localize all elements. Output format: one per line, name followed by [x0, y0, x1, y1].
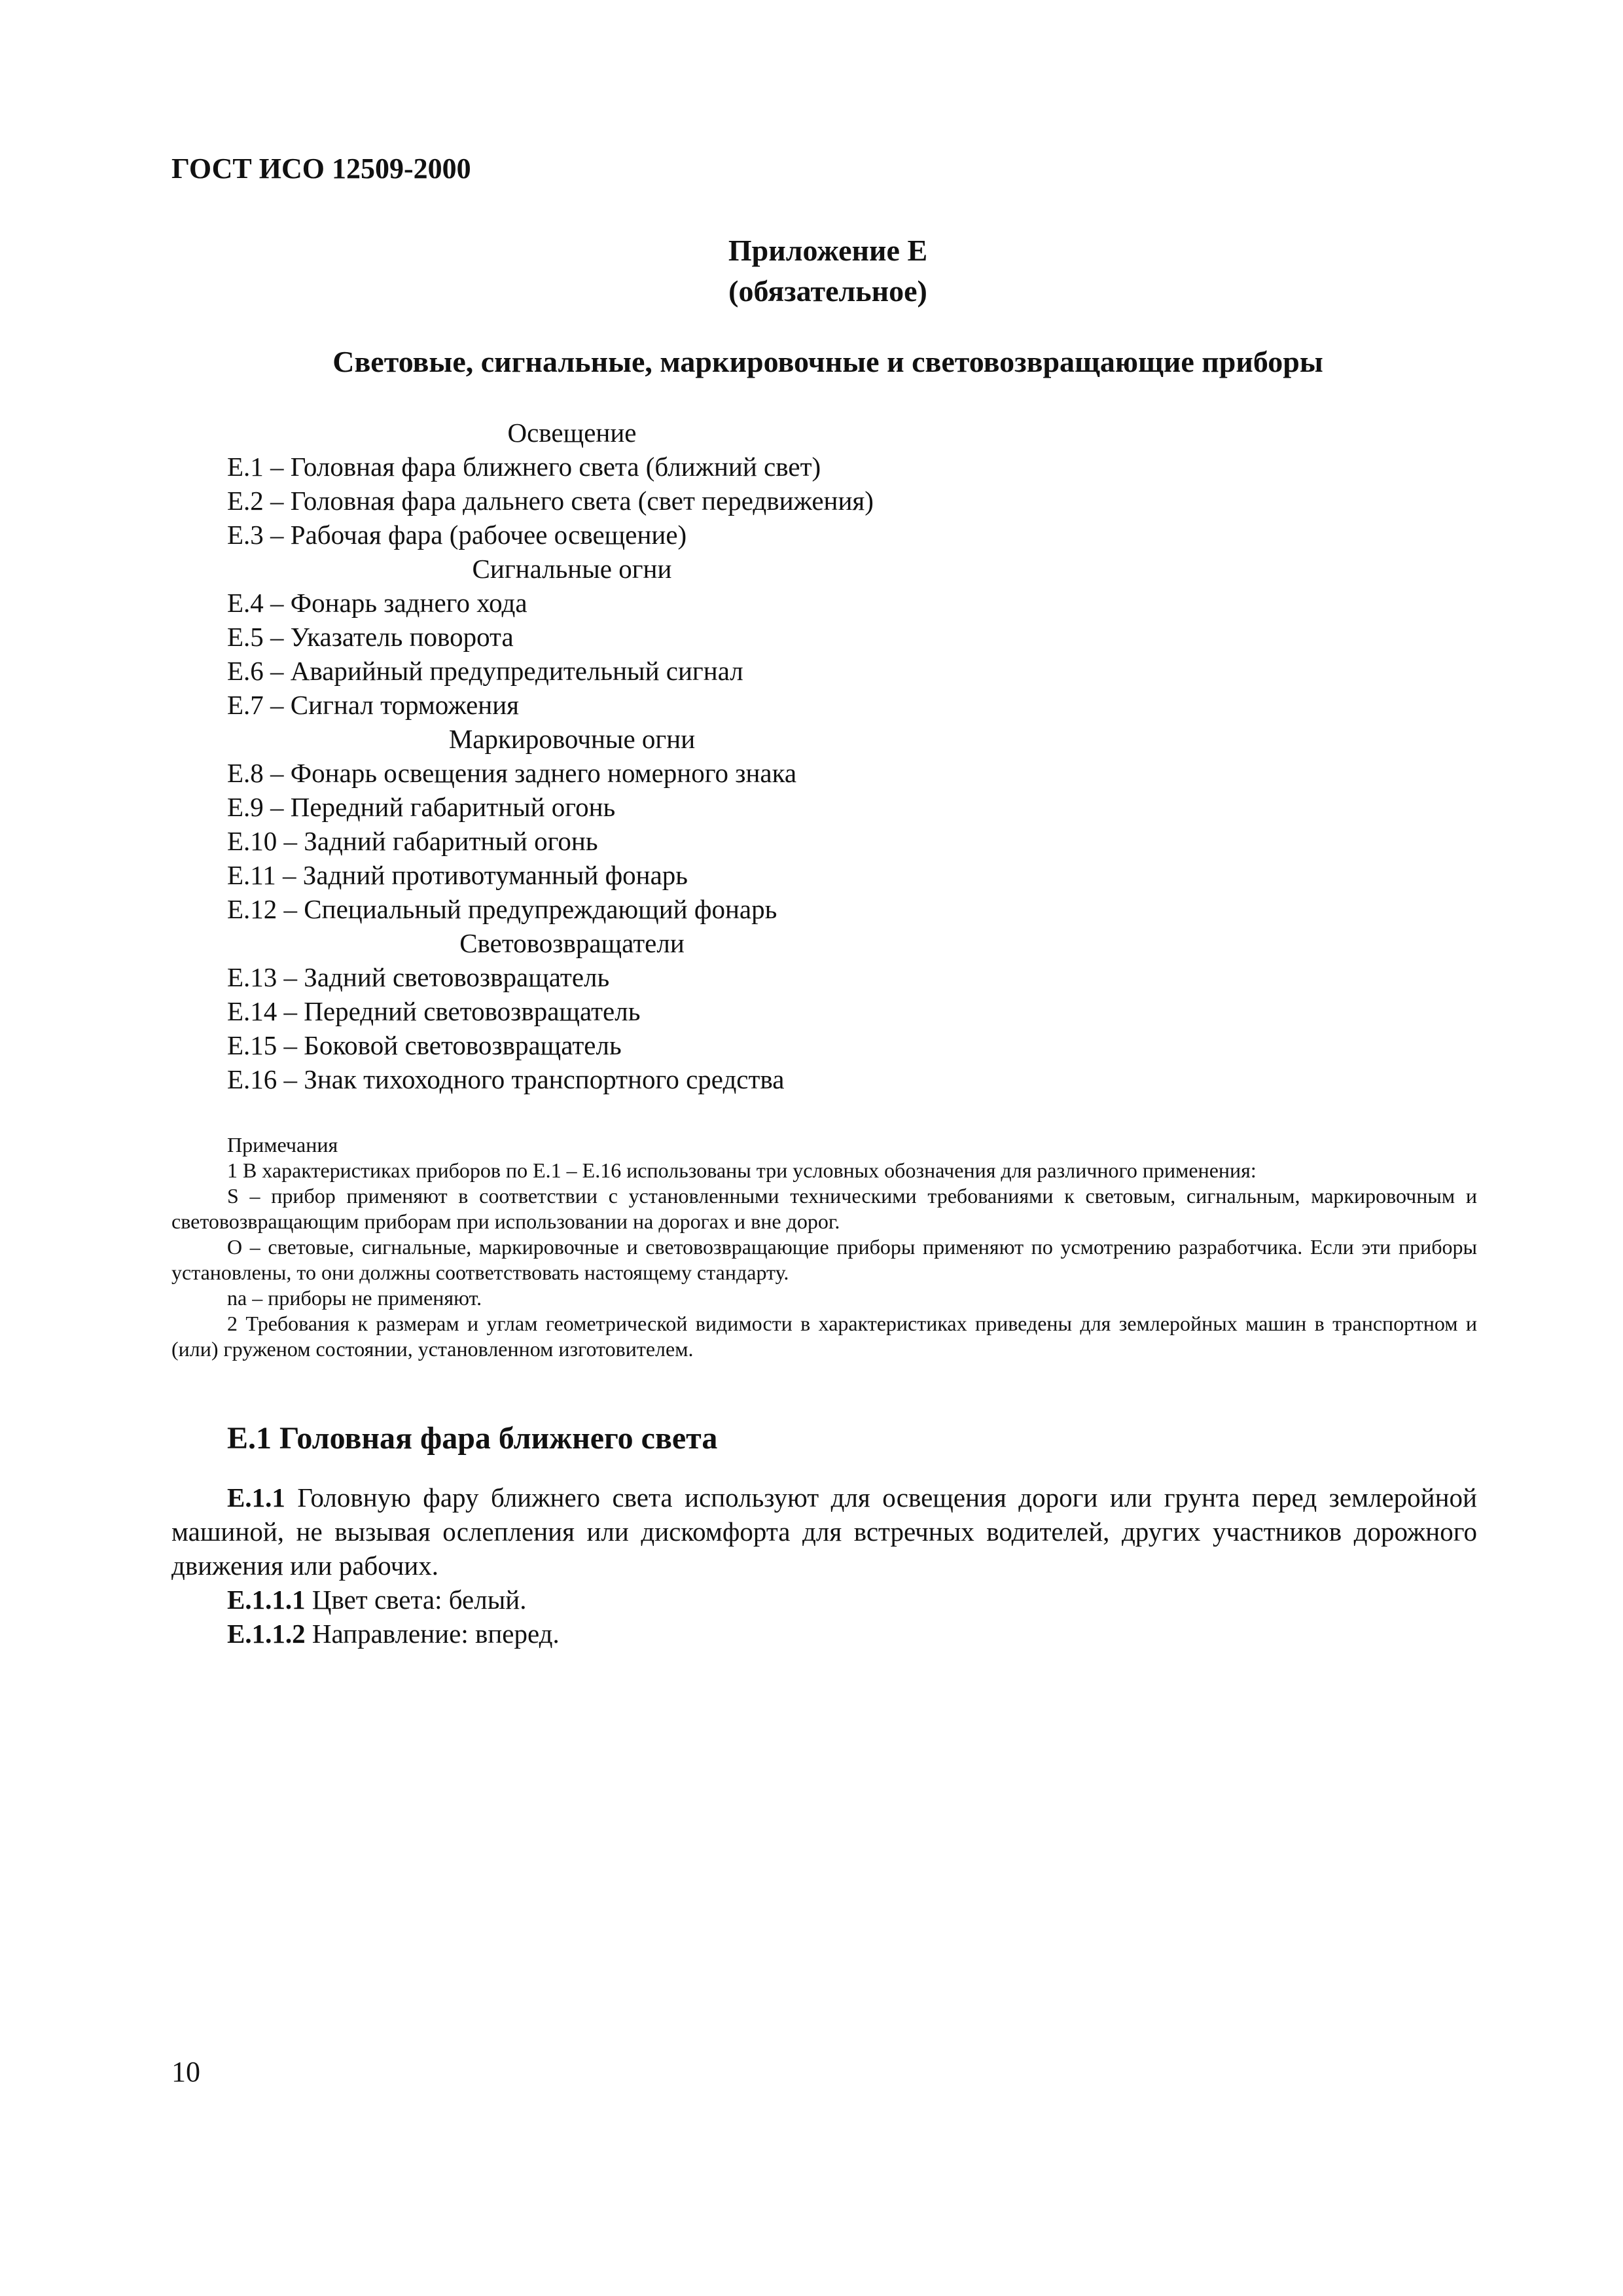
note-2: 2 Требования к размерам и углам геометрической видимости в характеристиках приведены для землеройных машин в транспортном и (или) груженом состоянии, установленном изготовителем. — [171, 1312, 1477, 1361]
list-item: Е.1 – Головная фара ближнего света (ближний свет) — [227, 452, 821, 482]
device-list — [227, 416, 1274, 1096]
group-title-lighting: Освещение — [507, 418, 637, 448]
notes-label: Примечания — [227, 1133, 338, 1157]
list-item: Е.12 – Специальный предупреждающий фонарь — [227, 894, 777, 924]
clause-text: Направление: вперед. — [305, 1619, 560, 1649]
list-item: Е.13 – Задний световозвращатель — [227, 962, 610, 992]
list-item: Е.11 – Задний противотуманный фонарь — [227, 860, 688, 890]
section-e1-heading: Е.1 Головная фара ближнего света — [227, 1421, 718, 1456]
group-title-signal-lights: Сигнальные огни — [472, 554, 672, 584]
paragraph-e1-1-2 — [171, 1617, 1477, 1651]
list-item: Е.5 – Указатель поворота — [227, 622, 514, 652]
clause-number: Е.1.1.2 — [227, 1619, 306, 1649]
appendix-title: Приложение Е — [728, 234, 928, 267]
list-item: Е.14 – Передний световозвращатель — [227, 996, 641, 1026]
page-number: 10 — [171, 2056, 200, 2088]
list-item: Е.4 – Фонарь заднего хода — [227, 588, 527, 618]
clause-number: Е.1.1.1 — [227, 1585, 306, 1615]
note-1-s: S – прибор применяют в соответствии с установленными техническими требованиями к световым, сигнальным, маркировочным и световозвращающим приборам при использовании на дорогах и вне дорог. — [171, 1184, 1477, 1233]
note-1-na: na – приборы не применяют. — [227, 1286, 482, 1310]
list-item: Е.15 – Боковой световозвращатель — [227, 1030, 622, 1060]
list-item: Е.9 – Передний габаритный огонь — [227, 792, 616, 822]
clause-text: Цвет света: белый. — [305, 1585, 527, 1615]
list-item: Е.6 – Аварийный предупредительный сигнал — [227, 656, 743, 686]
list-item: Е.10 – Задний габаритный огонь — [227, 826, 598, 856]
group-title-retroreflectors: Световозвращатели — [459, 928, 685, 958]
list-item: Е.2 – Головная фара дальнего света (свет передвижения) — [227, 486, 874, 516]
clause-text: Головную фару ближнего света используют для освещения дороги или грунта перед землеройной машиной, не вызывая ослепления или дискомфорта для встречных водителей, других участников дорожного движения или рабочих. — [171, 1482, 1477, 1581]
note-1-o: О – световые, сигнальные, маркировочные и световозвращающие приборы применяют по усмотрению разработчика. Если эти приборы установлены, то они должны соответствовать настоящему стандарту. — [171, 1235, 1477, 1284]
section-e1-body — [171, 1480, 1477, 1651]
note-1: 1 В характеристиках приборов по Е.1 – Е.16 использованы три условных обозначения для различного применения: — [227, 1158, 1257, 1182]
paragraph-e1-1-1 — [171, 1583, 1477, 1617]
appendix-status: (обязательное) — [728, 274, 927, 308]
notes-block — [171, 1132, 1477, 1362]
document-code: ГОСТ ИСО 12509-2000 — [171, 152, 471, 185]
appendix-heading: Световые, сигнальные, маркировочные и световозвращающие приборы — [332, 345, 1323, 378]
list-item: Е.7 – Сигнал торможения — [227, 690, 520, 720]
paragraph-e1-1 — [171, 1480, 1477, 1583]
list-item: Е.8 – Фонарь освещения заднего номерного знака — [227, 758, 797, 788]
group-title-marker-lights: Маркировочные огни — [448, 724, 696, 754]
list-item: Е.3 – Рабочая фара (рабочее освещение) — [227, 520, 687, 550]
list-item: Е.16 – Знак тихоходного транспортного средства — [227, 1064, 785, 1094]
clause-number: Е.1.1 — [227, 1482, 285, 1513]
